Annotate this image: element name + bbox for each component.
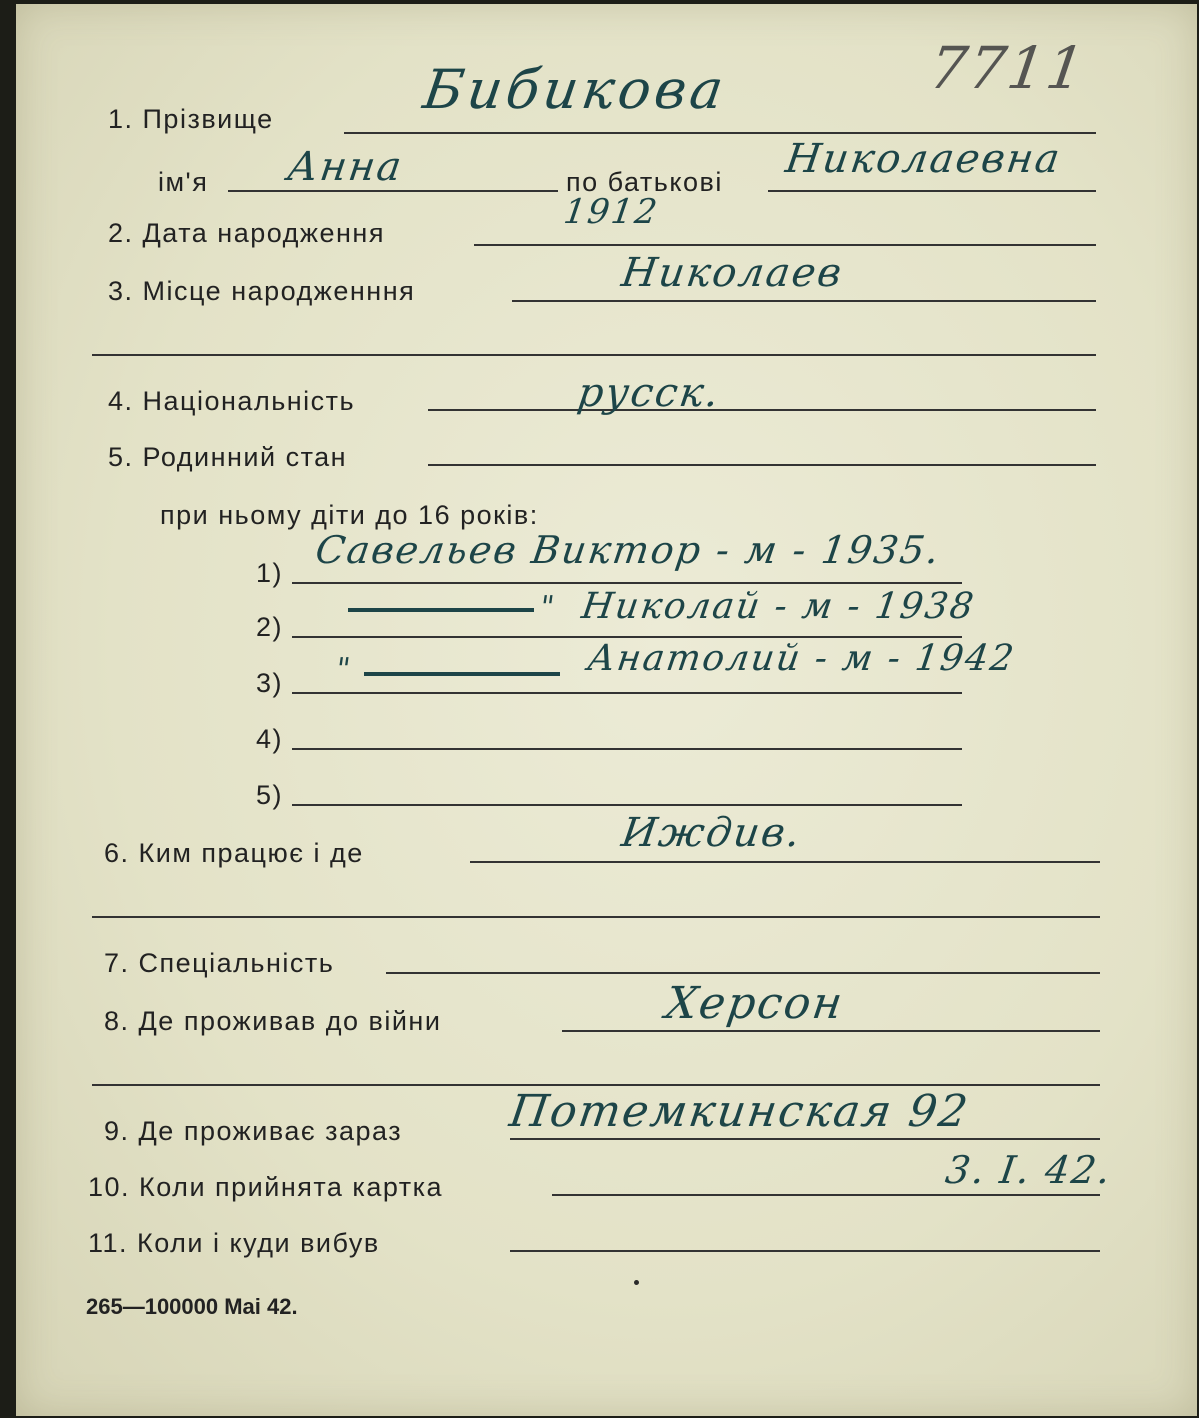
child-1-line — [292, 582, 962, 584]
patronymic-label: по батькові — [566, 167, 723, 197]
prewar-residence-value: Херсон — [662, 978, 848, 1029]
child-1-number: 1) — [256, 558, 284, 588]
departure-line — [510, 1250, 1100, 1252]
surname-label: 1. Прізвище — [108, 104, 274, 134]
card-accepted-label: 10. Коли прийнята картка — [88, 1172, 444, 1202]
child-3-ditto-mark: " — [333, 652, 355, 687]
family-status-line — [428, 464, 1096, 466]
print-run-footer: 265—100000 Mai 42. — [86, 1294, 298, 1319]
first-name-line — [228, 190, 558, 192]
nationality-value: русск. — [574, 370, 724, 416]
child-3-line — [292, 692, 962, 694]
patronymic-line — [768, 190, 1096, 192]
work-line-2 — [92, 916, 1100, 918]
current-residence-value: Потемкинская 92 — [506, 1086, 973, 1137]
departure-label: 11. Коли і куди вибув — [88, 1228, 380, 1258]
child-3-number: 3) — [256, 668, 284, 698]
nationality-label: 4. Національність — [108, 386, 356, 416]
archive-number: 7711 — [925, 34, 1091, 102]
child-2-number: 2) — [256, 612, 284, 642]
work-value: Иждив. — [618, 810, 805, 856]
birth-date-line — [474, 244, 1096, 246]
specialty-line — [386, 972, 1100, 974]
child-5-line — [292, 804, 962, 806]
child-3-ditto-dash — [364, 672, 560, 676]
child-1-value: Савельев Виктор - м - 1935. — [312, 528, 944, 572]
registration-card — [16, 4, 1197, 1416]
patronymic-value: Николаевна — [782, 136, 1065, 182]
work-label: 6. Ким працює і де — [104, 838, 364, 868]
nationality-line — [428, 409, 1096, 411]
child-4-number: 4) — [256, 724, 284, 754]
child-3-value: Анатолий - м - 1942 — [585, 638, 1018, 679]
child-2-value: Николай - м - 1938 — [579, 586, 978, 627]
child-2-ditto-mark: " — [537, 590, 559, 625]
child-2-ditto-dash — [348, 608, 534, 612]
family-status-label: 5. Родинний стан — [108, 442, 348, 472]
ink-dot — [634, 1280, 639, 1285]
surname-value: Бибикова — [419, 58, 732, 121]
birth-date-value: 1912 — [561, 192, 662, 232]
child-5-number: 5) — [256, 780, 284, 810]
card-accepted-value: 3. I. 42. — [942, 1148, 1116, 1192]
children-label: при ньому діти до 16 років: — [160, 500, 539, 530]
birth-date-label: 2. Дата народження — [108, 218, 385, 248]
prewar-residence-line — [562, 1030, 1100, 1032]
current-residence-label: 9. Де проживає зараз — [104, 1116, 403, 1146]
birth-place-value: Николаев — [618, 250, 847, 296]
card-accepted-line — [552, 1194, 1100, 1196]
current-residence-line — [510, 1138, 1100, 1140]
first-name-value: Анна — [284, 144, 407, 190]
child-4-line — [292, 748, 962, 750]
prewar-residence-label: 8. Де проживав до війни — [104, 1006, 442, 1036]
first-name-label: ім'я — [158, 167, 209, 197]
birth-place-line-2 — [92, 354, 1096, 356]
birth-place-line — [512, 300, 1096, 302]
specialty-label: 7. Спеціальність — [104, 948, 335, 978]
work-line — [470, 861, 1100, 863]
surname-line — [344, 132, 1096, 134]
birth-place-label: 3. Місце народженння — [108, 276, 416, 306]
